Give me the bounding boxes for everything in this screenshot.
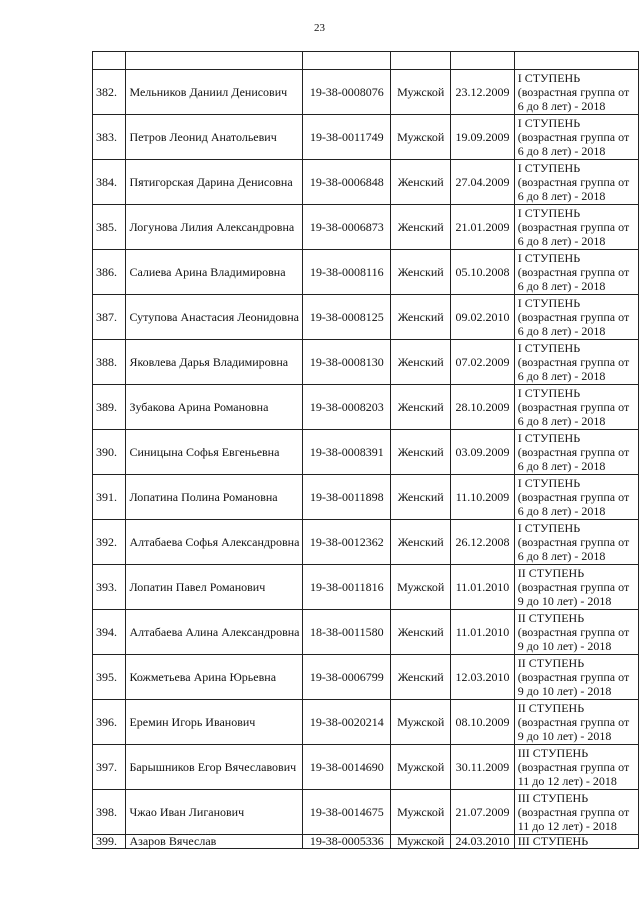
level-line: (возрастная группа от [517,625,630,639]
row-number-cell: 383. [93,115,126,160]
gender-cell: Мужской [391,70,451,115]
level-line: I СТУПЕНЬ [517,341,581,355]
birth-date-cell: 28.10.2009 [451,385,514,430]
table-row [93,70,639,115]
table-row [93,340,639,385]
page-number: 23 [314,22,325,34]
table-row [93,520,639,565]
level-line: I СТУПЕНЬ [517,71,581,85]
level-line: 6 до 8 лет) - 2018 [517,549,606,563]
table-row [93,565,639,610]
level-cell [514,835,638,849]
level-line: I СТУПЕНЬ [517,386,581,400]
level-line: I СТУПЕНЬ [517,476,581,490]
birth-date-cell: 11.01.2010 [451,565,514,610]
table-row [93,475,639,520]
level-line: I СТУПЕНЬ [517,251,581,265]
row-number-cell: 387. [93,295,126,340]
level-line: 6 до 8 лет) - 2018 [517,324,606,338]
level-line: (возрастная группа от [517,130,630,144]
uin-cell: 19-38-0008391 [303,430,391,475]
gender-cell: Женский [391,205,451,250]
level-cell [514,295,638,340]
uin-cell: 19-38-0008130 [303,340,391,385]
full-name-cell: Синицына Софья Евгеньевна [126,430,303,475]
level-line: (возрастная группа от [517,265,630,279]
level-cell [514,475,638,520]
level-line: (возрастная группа от [517,535,630,549]
level-cell [514,385,638,430]
table-row [93,610,639,655]
full-name-cell: Салиева Арина Владимировна [126,250,303,295]
uin-cell: 19-38-0012362 [303,520,391,565]
uin-cell: 19-38-0006848 [303,160,391,205]
full-name-cell: Лопатин Павел Романович [126,565,303,610]
birth-date-cell: 12.03.2010 [451,655,514,700]
birth-date-cell: 03.09.2009 [451,430,514,475]
table-row [93,700,639,745]
table-row [93,160,639,205]
level-cell [514,565,638,610]
row-number-cell: 393. [93,565,126,610]
level-line: 6 до 8 лет) - 2018 [517,144,606,158]
level-line: 6 до 8 лет) - 2018 [517,99,606,113]
full-name-cell: Кожметьева Арина Юрьевна [126,655,303,700]
level-line: 6 до 8 лет) - 2018 [517,234,606,248]
uin-cell: 19-38-0011898 [303,475,391,520]
level-cell [514,700,638,745]
table-row [93,790,639,835]
full-name-cell: Сутупова Анастасия Леонидовна [126,295,303,340]
birth-date-cell: 24.03.2010 [451,835,514,849]
level-line: (возрастная группа от [517,85,630,99]
row-number-cell: 386. [93,250,126,295]
header-cell [93,52,126,70]
gender-cell: Женский [391,430,451,475]
level-line: 6 до 8 лет) - 2018 [517,414,606,428]
gender-cell: Мужской [391,790,451,835]
birth-date-cell: 27.04.2009 [451,160,514,205]
uin-cell: 19-38-0008125 [303,295,391,340]
gender-cell: Женский [391,160,451,205]
table-row [93,295,639,340]
level-line: 6 до 8 лет) - 2018 [517,459,606,473]
level-line: III СТУПЕНЬ [517,746,589,760]
birth-date-cell: 08.10.2009 [451,700,514,745]
full-name-cell: Яковлева Дарья Владимировна [126,340,303,385]
level-cell [514,160,638,205]
birth-date-cell: 19.09.2009 [451,115,514,160]
full-name-cell: Логунова Лилия Александровна [126,205,303,250]
level-line: (возрастная группа от [517,805,630,819]
full-name-cell: Зубакова Арина Романовна [126,385,303,430]
level-line: I СТУПЕНЬ [517,521,581,535]
level-line: 9 до 10 лет) - 2018 [517,639,612,653]
level-line: I СТУПЕНЬ [517,431,581,445]
header-cell [514,52,638,70]
row-number-cell: 395. [93,655,126,700]
table-row [93,385,639,430]
uin-cell: 18-38-0011580 [303,610,391,655]
level-cell [514,340,638,385]
table-row [93,430,639,475]
level-line: (возрастная группа от [517,355,630,369]
level-cell [514,520,638,565]
row-number-cell: 396. [93,700,126,745]
level-line: (возрастная группа от [517,760,630,774]
row-number-cell: 398. [93,790,126,835]
gender-cell: Мужской [391,835,451,849]
full-name-cell: Петров Леонид Анатольевич [126,115,303,160]
level-line: 6 до 8 лет) - 2018 [517,504,606,518]
level-line: (возрастная группа от [517,445,630,459]
level-line: (возрастная группа от [517,400,630,414]
level-line: I СТУПЕНЬ [517,116,581,130]
level-line: (возрастная группа от [517,310,630,324]
level-cell [514,250,638,295]
table-row [93,205,639,250]
uin-cell: 19-38-0008076 [303,70,391,115]
level-line: (возрастная группа от [517,715,630,729]
level-cell [514,205,638,250]
level-line: 9 до 10 лет) - 2018 [517,729,612,743]
uin-cell: 19-38-0011816 [303,565,391,610]
table-header-row [93,52,639,70]
level-cell [514,430,638,475]
row-number-cell: 399. [93,835,126,849]
full-name-cell: Барышников Егор Вячеславович [126,745,303,790]
gender-cell: Женский [391,520,451,565]
header-cell [451,52,514,70]
level-line: 9 до 10 лет) - 2018 [517,594,612,608]
uin-cell: 19-38-0014690 [303,745,391,790]
full-name-cell: Лопатина Полина Романовна [126,475,303,520]
level-line: 11 до 12 лет) - 2018 [517,819,617,833]
level-cell [514,745,638,790]
row-number-cell: 392. [93,520,126,565]
level-line: 6 до 8 лет) - 2018 [517,369,606,383]
uin-cell: 19-38-0006873 [303,205,391,250]
uin-cell: 19-38-0011749 [303,115,391,160]
level-line: III СТУПЕНЬ [517,834,589,848]
level-line: (возрастная группа от [517,580,630,594]
table-row [93,835,639,849]
gender-cell: Мужской [391,115,451,160]
table-row [93,745,639,790]
gender-cell: Женский [391,385,451,430]
birth-date-cell: 11.01.2010 [451,610,514,655]
uin-cell: 19-38-0008116 [303,250,391,295]
row-number-cell: 385. [93,205,126,250]
header-cell [303,52,391,70]
level-cell [514,115,638,160]
table-row [93,115,639,160]
level-line: 9 до 10 лет) - 2018 [517,684,612,698]
level-line: (возрастная группа от [517,175,630,189]
participants-table [92,51,639,849]
full-name-cell: Алтабаева Алина Александровна [126,610,303,655]
gender-cell: Женский [391,295,451,340]
level-cell [514,790,638,835]
level-line: (возрастная группа от [517,220,630,234]
header-cell [391,52,451,70]
birth-date-cell: 30.11.2009 [451,745,514,790]
birth-date-cell: 21.01.2009 [451,205,514,250]
full-name-cell: Мельников Даниил Денисович [126,70,303,115]
level-line: I СТУПЕНЬ [517,161,581,175]
full-name-cell: Еремин Игорь Иванович [126,700,303,745]
gender-cell: Мужской [391,565,451,610]
uin-cell: 19-38-0006799 [303,655,391,700]
row-number-cell: 390. [93,430,126,475]
header-cell [126,52,303,70]
gender-cell: Женский [391,475,451,520]
level-line: II СТУПЕНЬ [517,611,585,625]
birth-date-cell: 07.02.2009 [451,340,514,385]
level-line: III СТУПЕНЬ [517,791,589,805]
row-number-cell: 384. [93,160,126,205]
full-name-cell: Пятигорская Дарина Денисовна [126,160,303,205]
table-row [93,655,639,700]
uin-cell: 19-38-0005336 [303,835,391,849]
birth-date-cell: 11.10.2009 [451,475,514,520]
birth-date-cell: 09.02.2010 [451,295,514,340]
row-number-cell: 382. [93,70,126,115]
level-line: 6 до 8 лет) - 2018 [517,279,606,293]
level-line: I СТУПЕНЬ [517,206,581,220]
full-name-cell: Алтабаева Софья Александровна [126,520,303,565]
birth-date-cell: 05.10.2008 [451,250,514,295]
uin-cell: 19-38-0020214 [303,700,391,745]
level-cell [514,70,638,115]
birth-date-cell: 23.12.2009 [451,70,514,115]
uin-cell: 19-38-0008203 [303,385,391,430]
level-cell [514,610,638,655]
gender-cell: Женский [391,610,451,655]
gender-cell: Женский [391,340,451,385]
row-number-cell: 394. [93,610,126,655]
level-line: II СТУПЕНЬ [517,566,585,580]
gender-cell: Мужской [391,745,451,790]
gender-cell: Женский [391,655,451,700]
level-line: I СТУПЕНЬ [517,296,581,310]
row-number-cell: 389. [93,385,126,430]
level-line: (возрастная группа от [517,670,630,684]
level-line: (возрастная группа от [517,490,630,504]
birth-date-cell: 26.12.2008 [451,520,514,565]
table-row [93,250,639,295]
level-cell [514,655,638,700]
level-line: II СТУПЕНЬ [517,656,585,670]
level-line: II СТУПЕНЬ [517,701,585,715]
row-number-cell: 391. [93,475,126,520]
full-name-cell: Азаров Вячеслав [126,835,303,849]
level-line: 11 до 12 лет) - 2018 [517,774,617,788]
birth-date-cell: 21.07.2009 [451,790,514,835]
row-number-cell: 397. [93,745,126,790]
gender-cell: Женский [391,250,451,295]
row-number-cell: 388. [93,340,126,385]
full-name-cell: Чжао Иван Лиганович [126,790,303,835]
level-line: 6 до 8 лет) - 2018 [517,189,606,203]
uin-cell: 19-38-0014675 [303,790,391,835]
gender-cell: Мужской [391,700,451,745]
